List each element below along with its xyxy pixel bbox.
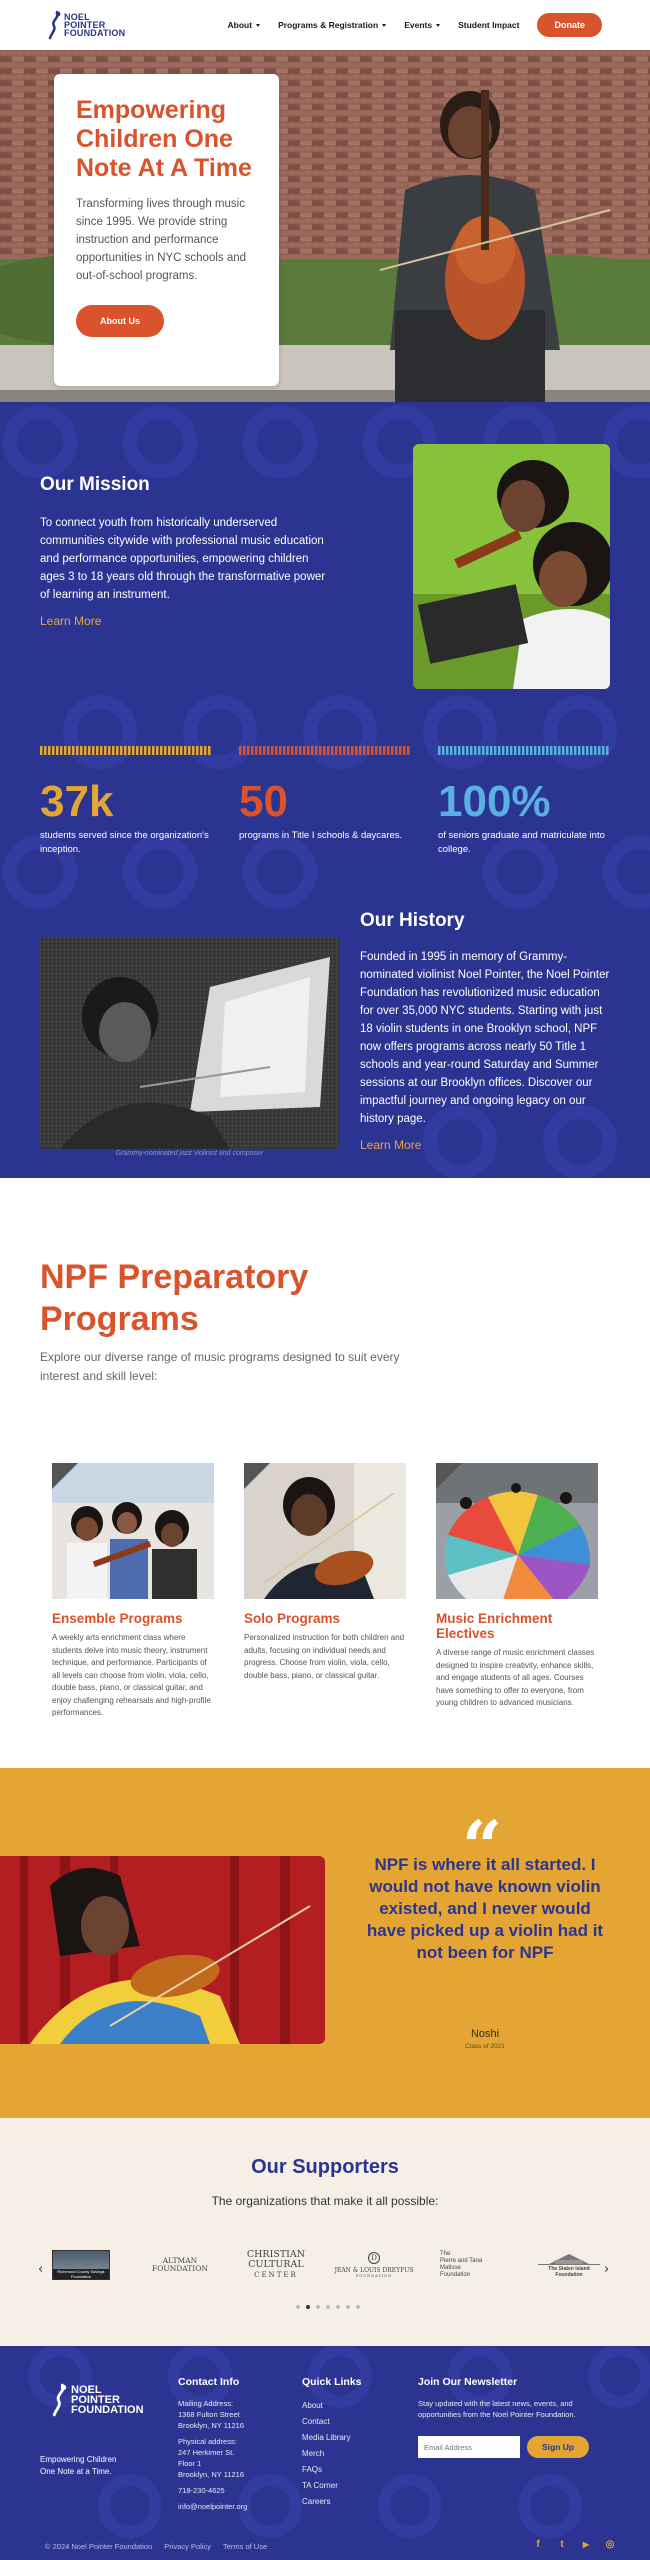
sponsor-logo-line: CENTER: [254, 2271, 298, 2279]
stat-bar-decoration: [40, 746, 212, 755]
logo-note-icon: [52, 2382, 68, 2418]
sponsor-logo-line: FOUNDATION: [152, 2264, 208, 2273]
program-card-ensemble[interactable]: [52, 1463, 214, 1720]
footer-tagline: [40, 2454, 116, 2478]
stat-value: 50: [239, 777, 288, 826]
sponsor-logo-image: [52, 2250, 110, 2280]
footer-newsletter: [418, 2376, 608, 2420]
sponsor-logo-line: Foundation: [440, 2272, 471, 2278]
footer-quick-links: [302, 2376, 362, 2510]
mission-photo-violin-students: [413, 444, 610, 689]
footer-link-about[interactable]: About: [302, 2401, 323, 2410]
logo-line-2: POINTER: [64, 20, 106, 30]
privacy-policy-link[interactable]: Privacy Policy: [164, 2542, 211, 2551]
mailing-address-line: Brooklyn, NY 11216: [178, 2421, 245, 2430]
nav-events-label: Events: [404, 20, 433, 30]
sponsor-logo-richmond-county[interactable]: [52, 2242, 110, 2288]
mission-block: [40, 474, 330, 628]
carousel-dot[interactable]: [316, 2305, 320, 2309]
footer-newsletter-title: Join Our Newsletter: [418, 2376, 518, 2388]
carousel-next-icon[interactable]: ›: [604, 2262, 610, 2277]
program-photo-solo: [244, 1463, 406, 1599]
footer-email-link[interactable]: info@noelpointer.org: [178, 2502, 248, 2511]
mission-learn-more-link[interactable]: Learn More: [40, 614, 102, 628]
stat-programs: [239, 740, 411, 843]
nav-programs[interactable]: [278, 20, 386, 30]
mailing-label: Mailing Address:: [178, 2399, 234, 2408]
footer-link-ta-corner[interactable]: TA Corner: [302, 2481, 338, 2490]
sponsor-logo-line: The: [440, 2251, 451, 2257]
physical-address-line: 247 Herkimer St.: [178, 2448, 235, 2457]
sponsor-logo-christian-cultural-center[interactable]: [232, 2242, 320, 2288]
history-block: [360, 910, 615, 1152]
program-photo-electives: [436, 1463, 598, 1599]
supporters-subtitle: The organizations that make it all possible:: [211, 2194, 439, 2208]
sponsor-logo-line: CULTURAL: [248, 2259, 304, 2270]
sponsor-logo-line: CHRISTIAN: [246, 2249, 306, 2260]
facebook-icon[interactable]: f: [536, 2538, 540, 2550]
program-card-text: A weekly arts enrichment class where students delve into music theory, instrument technique, and performance. Participants of all levels can choose from violin, viola, cello, double bass, piano, or classical guitar, and enjoy challenging rehearsals and high-profile performances.: [52, 1633, 211, 1717]
chevron-down-icon: [382, 24, 386, 27]
carousel-dot[interactable]: [296, 2305, 300, 2309]
chevron-down-icon: [436, 24, 440, 27]
hero-section: [0, 50, 650, 402]
instagram-icon[interactable]: ◎: [605, 2538, 615, 2550]
physical-address-line: Floor 1: [178, 2459, 202, 2468]
nav-about[interactable]: [228, 20, 261, 30]
history-image-caption: Grammy-nominated jazz violinist and composer: [115, 1150, 264, 1157]
sponsor-logo-line: ALTMAN: [162, 2256, 198, 2265]
footer-logo[interactable]: [52, 2382, 144, 2418]
footer-contact: [178, 2376, 247, 2512]
quote-icon: “: [462, 1805, 503, 1888]
stat-label: of seniors graduate and matriculate into college.: [438, 830, 605, 855]
terms-of-use-link[interactable]: Terms of Use: [222, 2542, 268, 2551]
hero-title: Empowering Children One Note At A Time: [76, 96, 252, 182]
testimonial-quote: NPF is where it all started. I would not have known violin existed, and I never would have picked up a violin had it not been for NPF: [366, 1855, 604, 1962]
supporters-title: Our Supporters: [251, 2156, 399, 2178]
physical-label: Physical address:: [178, 2437, 237, 2446]
stat-graduates: [438, 740, 610, 857]
sponsor-logo-altman[interactable]: [140, 2242, 220, 2288]
footer-tagline-line: One Note at a Time.: [40, 2467, 112, 2476]
history-text: Founded in 1995 in memory of Grammy-nominated violinist Noel Pointer, the Noel Pointer Foundation has revolutionized music education for over 35,000 NYC students. Starting with just 18 violin students in one Brooklyn school, NPF now offers programs across nearly 50 Title 1 schools and year-round Saturday and Summer sessions at our Brooklyn offices. Discover our impactful journey and ongoing legacy on our history page.: [360, 951, 610, 1125]
sponsor-logo-staten-island[interactable]: [538, 2242, 600, 2288]
mailing-address-line: 1368 Fulton Street: [178, 2410, 240, 2419]
carousel-dot-active[interactable]: [306, 2305, 310, 2309]
nav-about-label: About: [227, 20, 253, 30]
stat-value: 37k: [40, 777, 114, 826]
footer-link-contact[interactable]: Contact: [302, 2417, 330, 2426]
program-photo-ensemble: [52, 1463, 214, 1599]
stat-label: programs in Title I schools & daycares.: [239, 830, 403, 841]
sponsor-logo-line: The Staten Island Foundation: [538, 2264, 600, 2278]
about-us-button[interactable]: About Us: [76, 305, 164, 337]
mission-history-section: [0, 402, 650, 1178]
nav-student-impact-label: Student Impact: [458, 20, 520, 30]
hero-card: [54, 74, 279, 386]
sponsor-logo-matisse[interactable]: [440, 2242, 500, 2288]
footer-phone-link[interactable]: 718-230-4625: [178, 2486, 225, 2495]
staten-island-building-icon: [549, 2252, 589, 2264]
site-header: [0, 0, 650, 50]
sponsor-logo-line: Pierre and Tana: [440, 2258, 483, 2264]
youtube-icon[interactable]: ▶: [582, 2539, 590, 2549]
stat-value: 100%: [438, 777, 551, 826]
program-card-text: Personalized instruction for both children and adults, focusing on individual needs and progress. Choose from violin, viola, cello, double bass, piano, or classical guitar.: [244, 1633, 405, 1680]
sponsor-logo-name: Richmond County Savings Foundation: [53, 2269, 109, 2279]
social-links: [532, 2538, 616, 2550]
footer-tagline-line: Empowering Children: [40, 2455, 117, 2464]
sponsor-logo-dreyfus[interactable]: [326, 2242, 422, 2288]
site-logo[interactable]: [48, 10, 125, 40]
physical-address-line: Brooklyn, NY 11216: [178, 2470, 245, 2479]
program-card-text: A diverse range of music enrichment classes designed to inspire creativity, enhance skills, and engage students of all ages. Courses have something to offer to everyone, from young children to advanced musicians.: [436, 1648, 595, 1707]
site-footer: [0, 2346, 650, 2560]
programs-title: NPF Preparatory Programs: [40, 1258, 309, 1338]
logo-line-1: NOEL: [64, 12, 90, 22]
dreyfus-seal-icon: D: [368, 2252, 380, 2264]
footer-newsletter-text: Stay updated with the latest news, events, and opportunities from the Noel Pointer Foundation.: [418, 2399, 576, 2419]
testimonial-class: Class of 2021: [465, 2043, 505, 2050]
footer-quick-links-title: Quick Links: [302, 2376, 362, 2388]
carousel-dot[interactable]: [326, 2305, 330, 2309]
mission-text: To connect youth from historically underserved communities citywide with professional music education and performance opportunities, empowering children ages 3 to 18 years old through the transformative power of learning an instrument.: [40, 517, 326, 601]
testimonial-name: Noshi: [470, 2028, 500, 2040]
stat-bar-decoration: [438, 746, 610, 755]
history-title: Our History: [360, 910, 465, 931]
footer-link-merch[interactable]: Merch: [302, 2449, 325, 2458]
footer-link-faqs[interactable]: FAQs: [302, 2465, 323, 2474]
logo-line-1: NOEL: [71, 2384, 102, 2396]
logo-line-2: POINTER: [71, 2394, 120, 2406]
logo-wordmark: [64, 13, 125, 37]
stat-students: [40, 740, 212, 857]
nav-events[interactable]: [404, 20, 440, 30]
nav-student-impact[interactable]: [458, 20, 519, 30]
sponsor-logo-line: FOUNDATION: [355, 2274, 393, 2278]
twitter-icon[interactable]: t: [560, 2538, 564, 2550]
newsletter-email-input[interactable]: [418, 2436, 520, 2458]
chevron-down-icon: [256, 24, 260, 27]
supporters-section: [0, 2118, 650, 2346]
testimonial-section: [0, 1768, 650, 2118]
newsletter-signup-button[interactable]: Sign Up: [527, 2436, 589, 2458]
footer-logo-wordmark: [71, 2385, 144, 2415]
footer-link-media-library[interactable]: Media Library: [302, 2433, 351, 2442]
programs-subtitle: Explore our diverse range of music programs designed to suit every interest and skill level:: [40, 1350, 400, 1383]
hero-text: Transforming lives through music since 1995. We provide string instruction and performance opportunities in NYC schools and out-of-school programs.: [76, 198, 247, 282]
program-card-solo[interactable]: [244, 1463, 406, 1682]
carousel-dot[interactable]: [346, 2305, 350, 2309]
footer-contact-title: Contact Info: [178, 2376, 240, 2388]
stat-bar-decoration: [239, 746, 411, 755]
carousel-prev-icon[interactable]: ‹: [38, 2262, 44, 2277]
history-photo-noel-pointer: [40, 937, 339, 1149]
sponsor-logo-line: JEAN & LOUIS DREYFUS: [334, 2267, 414, 2274]
nav-programs-label: Programs & Registration: [278, 20, 379, 30]
program-card-title: Music Enrichment Electives: [436, 1611, 553, 1641]
logo-line-3: FOUNDATION: [64, 28, 126, 38]
donate-button[interactable]: Donate: [537, 13, 602, 37]
main-nav: [210, 13, 602, 37]
testimonial-photo-violinist: [0, 1856, 325, 2044]
carousel-dot[interactable]: [356, 2305, 360, 2309]
footer-bottom-bar: [45, 2542, 267, 2551]
stat-label: students served since the organization's inception.: [40, 830, 209, 855]
logo-line-3: FOUNDATION: [71, 2404, 144, 2416]
footer-link-careers[interactable]: Careers: [302, 2497, 331, 2506]
sponsor-logo-line: Matisse: [440, 2265, 461, 2271]
program-card-title: Ensemble Programs: [52, 1611, 183, 1626]
programs-section: [0, 1178, 650, 1768]
program-card-title: Solo Programs: [244, 1611, 341, 1626]
copyright-text: © 2024 Noel Pointer Foundation: [45, 2542, 153, 2551]
carousel-dot[interactable]: [336, 2305, 340, 2309]
carousel-dots: [296, 2305, 360, 2309]
program-card-electives[interactable]: [436, 1463, 598, 1710]
logo-note-icon: [48, 10, 62, 40]
history-learn-more-link[interactable]: Learn More: [360, 1138, 422, 1152]
mission-title: Our Mission: [40, 474, 150, 495]
